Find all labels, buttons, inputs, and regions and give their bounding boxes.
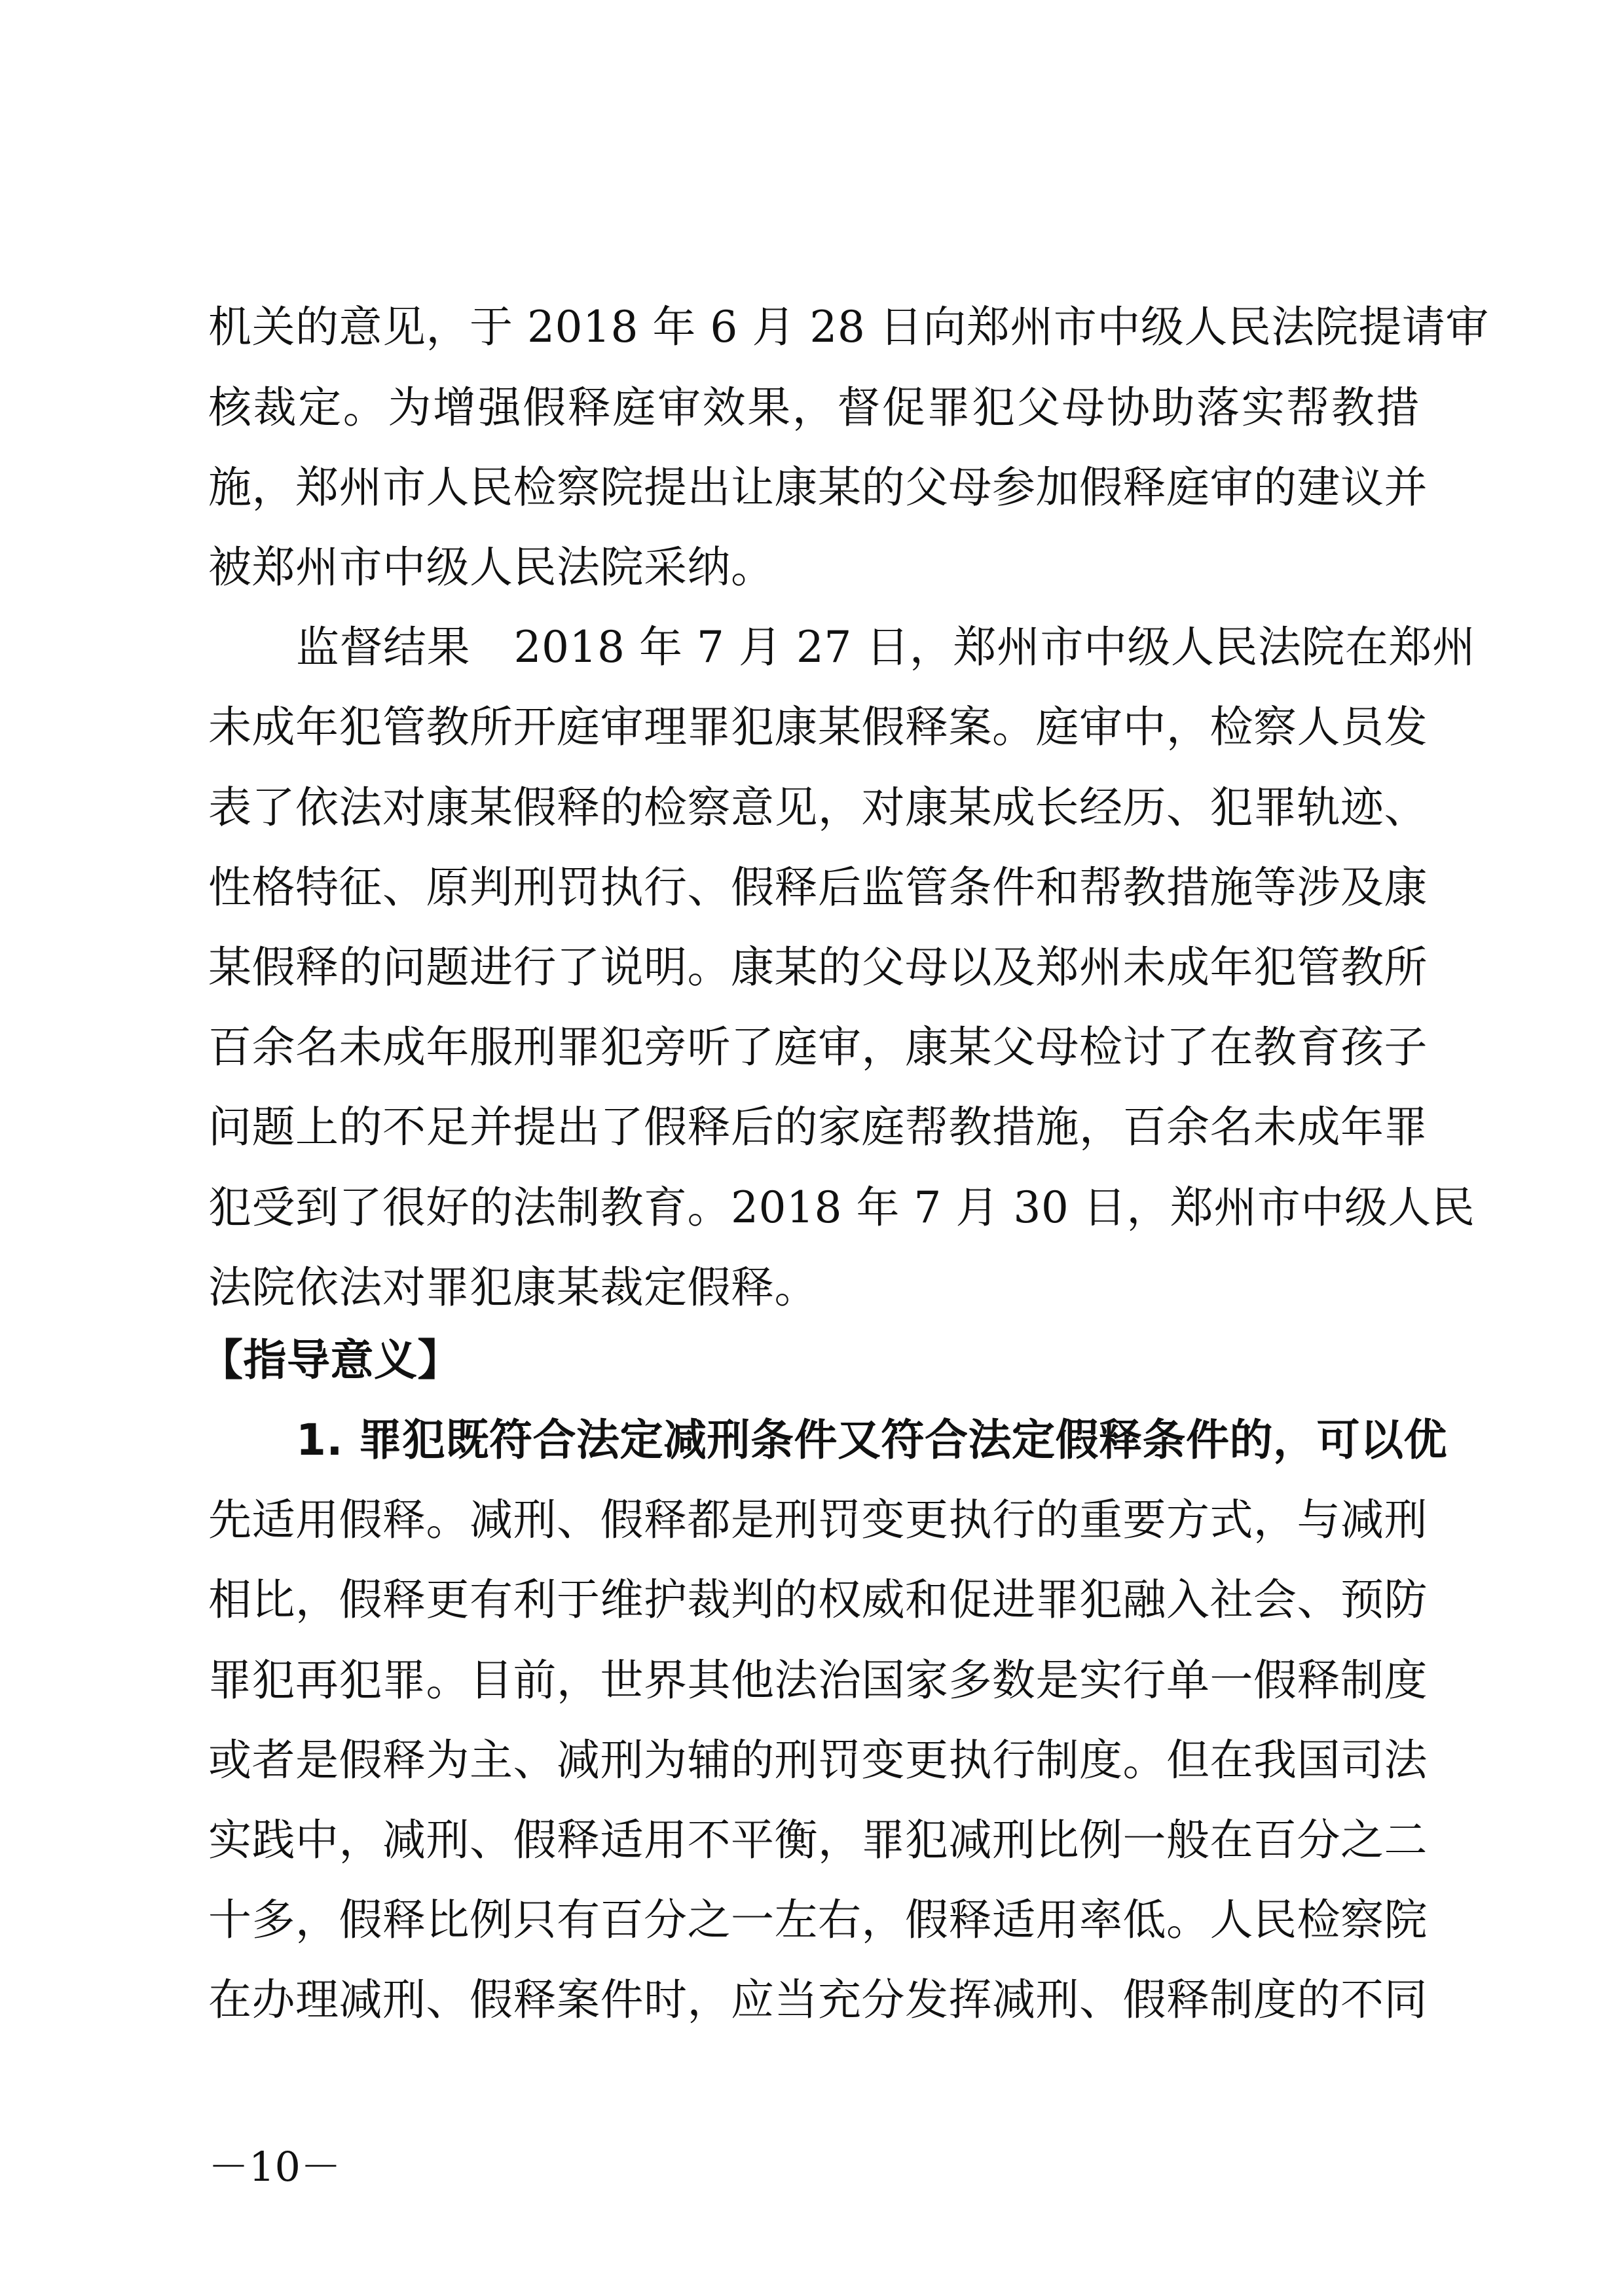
text-line-1: 机关的意见，于 2018 年 6 月 28 日向郑州市中级人民法院提请审	[208, 302, 1489, 352]
text-line-17: 相比，假释更有利于维护裁判的权威和促进罪犯融入社会、预防	[208, 1575, 1428, 1625]
text-line-20: 实践中，减刑、假释适用不平衡，罪犯减刑比例一般在百分之二	[208, 1815, 1428, 1865]
text-line-4: 被郑州市中级人民法院采纳。	[208, 542, 775, 592]
text-line-9: 某假释的问题进行了说明。康某的父母以及郑州未成年犯管教所	[208, 942, 1428, 993]
text-line-22: 在办理减刑、假释案件时，应当充分发挥减刑、假释制度的不同	[208, 1975, 1428, 2025]
page-number: －10－	[208, 2143, 341, 2191]
guidance-point-1: 1. 罪犯既符合法定减刑条件又符合法定假释条件的，可以优	[296, 1415, 1447, 1465]
text-line-12: 犯受到了很好的法制教育。2018 年 7 月 30 日，郑州市中级人民	[208, 1182, 1475, 1233]
section-heading-guidance: 【指导意义】	[200, 1335, 461, 1385]
text-line-2: 核裁定。为增强假释庭审效果，督促罪犯父母协助落实帮教措	[208, 382, 1420, 433]
text-line-13: 法院依法对罪犯康某裁定假释。	[208, 1262, 818, 1313]
text-line-7: 表了依法对康某假释的检察意见，对康某成长经历、犯罪轨迹、	[208, 782, 1428, 833]
text-line-19: 或者是假释为主、减刑为辅的刑罚变更执行制度。但在我国司法	[208, 1735, 1428, 1785]
text-line-6: 未成年犯管教所开庭审理罪犯康某假释案。庭审中，检察人员发	[208, 702, 1428, 752]
text-line-10: 百余名未成年服刑罪犯旁听了庭审，康某父母检讨了在教育孩子	[208, 1022, 1428, 1072]
paragraph-supervision-result: 监督结果 2018 年 7 月 27 日，郑州市中级人民法院在郑州	[296, 622, 1476, 672]
text-line-18: 罪犯再犯罪。目前，世界其他法治国家多数是实行单一假释制度	[208, 1655, 1428, 1705]
text-line-21: 十多，假释比例只有百分之一左右，假释适用率低。人民检察院	[208, 1895, 1428, 1945]
text-line-11: 问题上的不足并提出了假释后的家庭帮教措施，百余名未成年罪	[208, 1102, 1428, 1152]
text-line-8: 性格特征、原判刑罚执行、假释后监管条件和帮教措施等涉及康	[208, 862, 1428, 913]
text-line-16: 先适用假释。减刑、假释都是刑罚变更执行的重要方式，与减刑	[208, 1495, 1428, 1545]
text-line-3: 施，郑州市人民检察院提出让康某的父母参加假释庭审的建议并	[208, 462, 1428, 513]
